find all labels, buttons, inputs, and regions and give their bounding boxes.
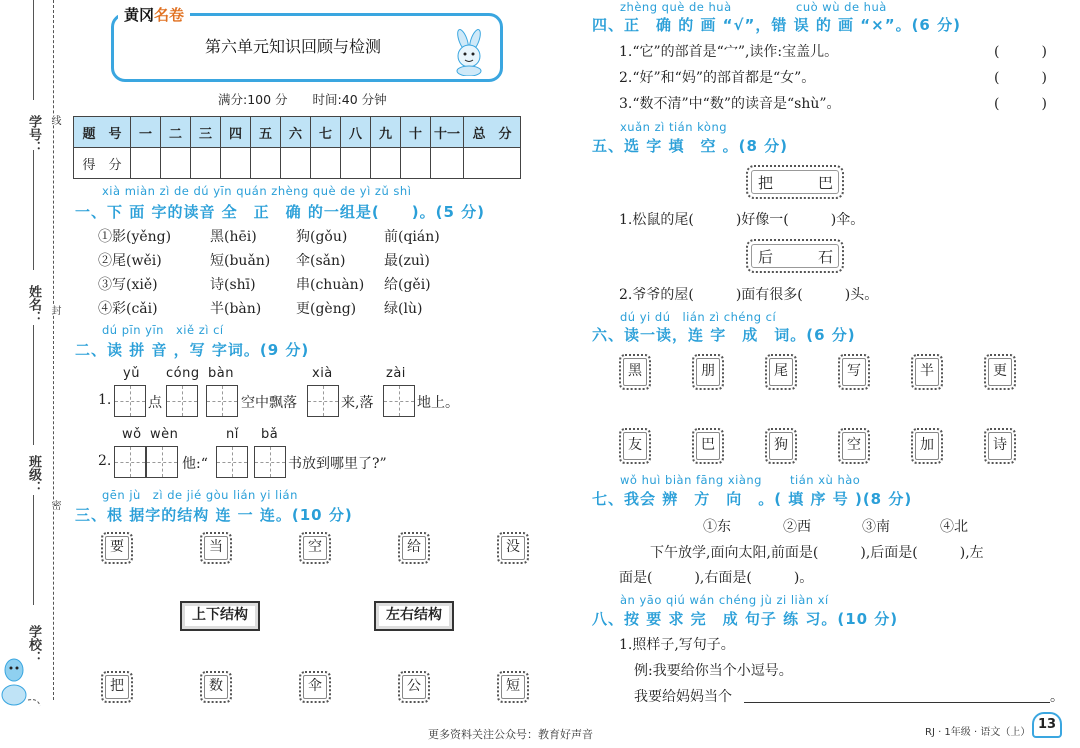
char-tag[interactable]: 写 [838, 354, 870, 390]
name-label: 姓名： [26, 285, 41, 324]
s1-option: 短(buǎn) [210, 253, 271, 269]
question-number: 2. [98, 453, 112, 469]
score-header-cell: 七 [311, 117, 341, 148]
score-header-cell: 十一 [431, 117, 464, 148]
char-tag[interactable]: 公 [398, 671, 430, 703]
footer-course: RJ · 1年级 · 语文（上） [925, 727, 1031, 738]
writing-box[interactable] [216, 446, 248, 478]
binding-line [33, 495, 34, 605]
s1-option: 狗(gǒu) [296, 229, 348, 245]
writing-box[interactable] [166, 385, 198, 417]
char-tag[interactable]: 把 [101, 671, 133, 703]
s8-pinyin: àn yāo qiú wán chéng jù zi liàn xí [620, 593, 829, 607]
s4-pinyin: cuò wù de huà [796, 0, 887, 14]
choice-char: 石 [818, 248, 834, 266]
s1-option: ③写(xiě) [98, 277, 158, 293]
pinyin-hint: bǎ [261, 427, 279, 442]
class-label: 班级： [26, 455, 41, 494]
exam-meta: 满分:100 分 时间:40 分钟 [218, 92, 387, 107]
char-tag[interactable]: 狗 [765, 428, 797, 464]
choice-char: 巴 [818, 174, 834, 192]
score-cell[interactable] [371, 148, 401, 179]
char-tag[interactable]: 空 [838, 428, 870, 464]
score-cell[interactable] [311, 148, 341, 179]
writing-box[interactable] [114, 446, 146, 478]
answer-paren[interactable]: ( ) [994, 70, 1047, 86]
binding-mark-mi: 密 [49, 500, 60, 510]
score-cell[interactable] [281, 148, 311, 179]
s1-option: 伞(sǎn) [296, 253, 346, 269]
s6-pinyin: dú yi dú lián zì chéng cí [620, 310, 777, 324]
s1-option: 前(qián) [384, 229, 440, 245]
page-number: 13 [1032, 712, 1062, 738]
s2-title: 二、读 拼 音 ，写 字词。(9 分) [75, 341, 310, 359]
score-cell[interactable] [191, 148, 221, 179]
writing-box[interactable] [254, 446, 286, 478]
s8-title: 八、按 要 求 完 成 句子 练 习。(10 分) [592, 610, 899, 628]
score-header-cell: 八 [341, 117, 371, 148]
q-text: 点 [148, 395, 162, 411]
char-tag[interactable]: 当 [200, 532, 232, 564]
char-tag[interactable]: 伞 [299, 671, 331, 703]
s1-option: ④彩(cǎi) [98, 301, 158, 317]
s7-line: 下午放学,面向太阳,前面是( ),后面是( ),左 [650, 545, 984, 561]
s1-title: 一、下 面 字的读音 全 正 确 的一组是( )。(5 分) [75, 203, 485, 221]
score-header-cell: 二 [161, 117, 191, 148]
s1-option: 最(zuì) [384, 253, 430, 269]
score-cell[interactable] [251, 148, 281, 179]
question-number: 1. [98, 392, 112, 408]
binding-mark-feng: 封 [49, 305, 60, 315]
s3-title: 三、根 据字的结构 连 一 连。(10 分) [75, 506, 353, 524]
s1-pinyin: xià miàn zì de dú yīn quán zhèng què de yì zǔ shì [102, 184, 412, 198]
char-tag[interactable]: 要 [101, 532, 133, 564]
choice-char: 后 [758, 248, 774, 266]
s7-line: 面是( ),右面是( )。 [619, 570, 814, 586]
pinyin-hint: xià [312, 366, 333, 381]
s4-item: 2.“好”和“妈”的部首都是“女”。 [619, 70, 816, 86]
school-label: 学校： [26, 625, 41, 664]
direction-option: ④北 [940, 519, 968, 535]
answer-line[interactable] [744, 702, 1050, 703]
score-header-cell: 总 分 [464, 117, 521, 148]
s5-question: 1.松鼠的尾( )好像一( )伞。 [619, 212, 865, 228]
s1-option: 诗(shī) [210, 277, 256, 293]
writing-box[interactable] [307, 385, 339, 417]
char-tag[interactable]: 短 [497, 671, 529, 703]
s8-example: 例:我要给你当个小逗号。 [634, 663, 793, 679]
s8-question: 1.照样子,写句子。 [619, 637, 735, 653]
s4-item: 1.“它”的部首是“宀”,读作:宝盖儿。 [619, 44, 839, 60]
direction-option: ①东 [703, 519, 731, 535]
s7-pinyin: tián xù hào [790, 473, 861, 487]
s1-option: 黑(hēi) [210, 229, 257, 245]
score-header-cell: 三 [191, 117, 221, 148]
s2-pinyin: dú pīn yīn xiě zì cí [102, 323, 224, 337]
char-tag[interactable]: 诗 [984, 428, 1016, 464]
footer-notice: 更多资料关注公众号：教育好声音 [428, 728, 593, 741]
s1-option: ②尾(wěi) [98, 253, 162, 269]
q-text: 来,落 [341, 395, 374, 411]
writing-box[interactable] [146, 446, 178, 478]
rabbit-icon [445, 28, 495, 76]
student-number-label: 学号： [26, 115, 41, 154]
score-header-cell: 一 [131, 117, 161, 148]
s5-pinyin: xuǎn zì tián kòng [620, 120, 728, 134]
choice-frame [746, 239, 844, 273]
score-cell[interactable] [431, 148, 464, 179]
pinyin-hint: yǔ [123, 366, 140, 381]
char-tag[interactable]: 加 [911, 428, 943, 464]
char-tag[interactable]: 更 [984, 354, 1016, 390]
structure-tag-top-bottom[interactable]: 上下结构 [180, 601, 260, 631]
cut-line [53, 0, 54, 700]
s8-end: 。 [1050, 689, 1064, 705]
pinyin-hint: zài [386, 366, 406, 381]
s1-option: 串(chuàn) [296, 277, 365, 293]
char-tag[interactable]: 尾 [765, 354, 797, 390]
s7-title: 七、我会 辨 方 向 。( 填 序 号 )(8 分) [592, 490, 913, 508]
writing-box[interactable] [114, 385, 146, 417]
choice-char: 把 [758, 174, 774, 192]
binding-mark-xian: 线 [49, 115, 60, 125]
char-tag[interactable]: 黑 [619, 354, 651, 390]
pinyin-hint: wèn [150, 427, 179, 442]
s3-pinyin: gēn jù zì de jié gòu lián yi lián [102, 488, 298, 502]
binding-line [33, 150, 34, 270]
binding-line [33, 0, 34, 100]
score-cell[interactable] [464, 148, 521, 179]
mascot-icon [0, 650, 45, 710]
score-header-cell: 九 [371, 117, 401, 148]
score-header-cell: 题 号 [74, 117, 131, 148]
s7-pinyin: wǒ huì biàn fāng xiàng [620, 473, 762, 487]
score-header-cell: 六 [281, 117, 311, 148]
q-text: 书放到哪里了?” [288, 456, 387, 472]
char-tag[interactable]: 半 [911, 354, 943, 390]
direction-option: ③南 [862, 519, 890, 535]
pinyin-hint: bàn [208, 366, 234, 381]
score-cell[interactable] [131, 148, 161, 179]
writing-box[interactable] [383, 385, 415, 417]
s1-option: 半(bàn) [210, 301, 262, 317]
q-text: 空中飘落 [241, 395, 297, 411]
char-tag[interactable]: 巴 [692, 428, 724, 464]
q-text: 他:“ [182, 456, 208, 472]
binding-line [33, 325, 34, 445]
s4-pinyin: zhèng què de huà [620, 0, 732, 14]
char-tag[interactable]: 空 [299, 532, 331, 564]
answer-paren[interactable]: ( ) [994, 44, 1047, 60]
pinyin-hint: nǐ [226, 427, 239, 442]
writing-box[interactable] [206, 385, 238, 417]
char-tag[interactable]: 没 [497, 532, 529, 564]
score-cell[interactable] [161, 148, 191, 179]
choice-frame [746, 165, 844, 199]
char-tag[interactable]: 友 [619, 428, 651, 464]
score-cell[interactable] [221, 148, 251, 179]
q-text: 地上。 [417, 395, 459, 411]
structure-tag-left-right[interactable]: 左右结构 [374, 601, 454, 631]
s1-option: 给(gěi) [384, 277, 431, 293]
s4-item: 3.“数不清”中“数”的读音是“shù”。 [619, 96, 841, 112]
score-row-label: 得 分 [74, 148, 131, 179]
score-header-cell: 四 [221, 117, 251, 148]
char-tag[interactable]: 数 [200, 671, 232, 703]
score-table [73, 116, 521, 179]
direction-option: ②西 [783, 519, 811, 535]
s5-title: 五、选 字 填 空 。(8 分) [592, 137, 789, 155]
page-title: 第六单元知识回顾与检测 [205, 37, 382, 56]
score-header-cell: 五 [251, 117, 281, 148]
s6-title: 六、读一读，连 字 成 词。(6 分) [592, 326, 856, 344]
s4-title: 四、正 确 的 画 “√”，错 误 的 画 “×”。(6 分) [592, 16, 961, 34]
s8-prompt: 我要给妈妈当个 [634, 689, 732, 705]
score-header-cell: 十 [401, 117, 431, 148]
answer-paren[interactable]: ( ) [994, 96, 1047, 112]
s1-option: 绿(lù) [384, 301, 423, 317]
s1-option: 更(gèng) [296, 301, 357, 317]
brand-logo: 黄冈名卷 [118, 4, 190, 25]
char-tag[interactable]: 给 [398, 532, 430, 564]
s5-question: 2.爷爷的屋( )面有很多( )头。 [619, 287, 879, 303]
score-cell[interactable] [401, 148, 431, 179]
pinyin-hint: cóng [166, 366, 200, 381]
pinyin-hint: wǒ [122, 427, 142, 442]
score-cell[interactable] [341, 148, 371, 179]
s1-option: ①影(yěng) [98, 229, 172, 245]
char-tag[interactable]: 朋 [692, 354, 724, 390]
